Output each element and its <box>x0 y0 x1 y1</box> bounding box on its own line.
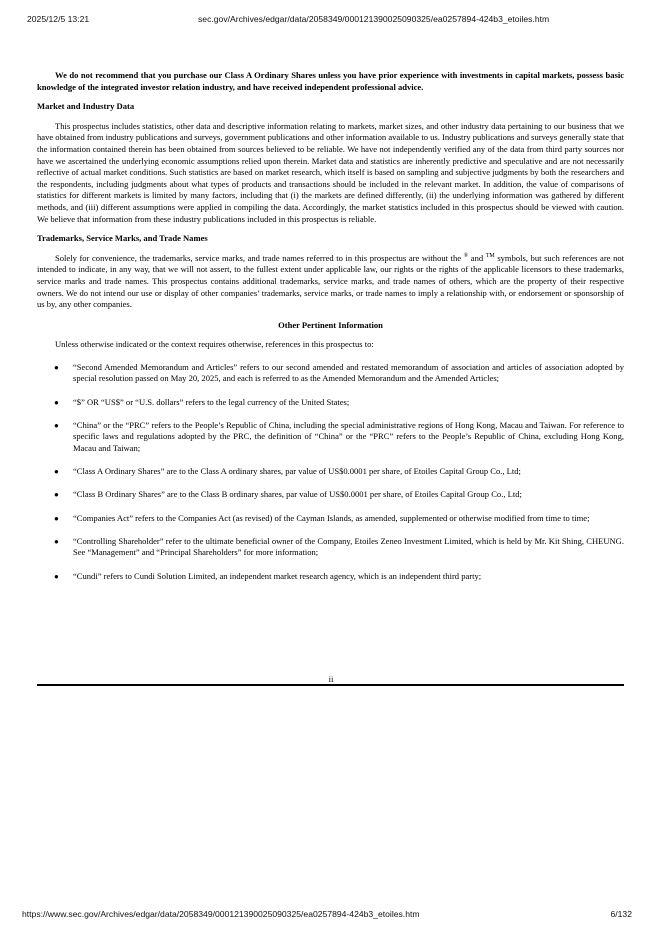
definition-item <box>37 420 624 455</box>
trademarks-text-part1: Solely for convenience, the trademarks, service marks, and trade names referred to in this prospectus are without the <box>55 252 464 263</box>
definition-text: “China” or the “PRC” refers to the People’s Republic of China, including the special administrative regions of Hong Kong, Macau and Taiwan. For reference to specific laws and regulations adopted by the PRC, the definition of “China” or the “PRC” refers to the People’s Republic of China, excluding Hong Kong, Macau and Taiwan; <box>73 419 624 454</box>
definition-item <box>37 489 624 501</box>
definition-text: “Class B Ordinary Shares” are to the Class B ordinary shares, par value of US$0.0001 per share, of Etoiles Capital Group Co., Ltd; <box>73 489 522 500</box>
definition-item <box>37 397 624 409</box>
definition-text: “Second Amended Memorandum and Articles” refers to our second amended and restated memorandum of association and articles of association adopted by special resolution passed on May 20, 2025, and each is referred to as the Amended Memorandum and the Amended Articles; <box>73 361 624 384</box>
definition-item <box>37 362 624 385</box>
definition-text: “Class A Ordinary Shares” are to the Class A ordinary shares, par value of US$0.0001 per share, of Etoiles Capital Group Co., Ltd; <box>73 466 521 477</box>
definition-item <box>37 536 624 559</box>
definitions-list <box>37 362 624 582</box>
bullet-icon: ● <box>54 467 59 477</box>
other-info-intro: Unless otherwise indicated or the context requires otherwise, references in this prospectus to: <box>55 339 374 350</box>
page-divider-rule <box>37 684 624 686</box>
definition-text: “Companies Act” refers to the Companies Act (as revised) of the Cayman Islands, as amended, supplemented or otherwise modified from time to time; <box>73 512 590 523</box>
bullet-icon: ● <box>54 490 59 500</box>
browser-print-header <box>0 14 662 28</box>
print-page-count: 6/132 <box>610 909 632 919</box>
bullet-icon: ● <box>54 420 59 430</box>
definition-item <box>37 513 624 525</box>
market-data-heading: Market and Industry Data <box>37 101 135 112</box>
bullet-icon: ● <box>54 536 59 546</box>
browser-print-footer <box>0 909 662 923</box>
bullet-icon: ● <box>54 571 59 581</box>
definition-item <box>37 571 624 583</box>
print-footer-url: https://www.sec.gov/Archives/edgar/data/2058349/000121390025090325/ea0257894-424b3_etoiles.htm <box>22 909 420 919</box>
print-header-url: sec.gov/Archives/edgar/data/2058349/000121390025090325/ea0257894-424b3_etoiles.htm <box>198 14 550 24</box>
trademarks-heading: Trademarks, Service Marks, and Trade Names <box>37 233 208 244</box>
definition-text: “$” OR “US$” or “U.S. dollars” refers to the legal currency of the United States; <box>73 396 350 407</box>
page-number: ii <box>328 674 334 684</box>
trademarks-text-part2: symbols, but such references are not intended to indicate, in any way, that we will not assert, to the fullest extent under applicable law, our rights or the rights of the applicable licensors to these trademarks, service marks and trade names. This prospectus contains additional trademarks, service marks, and trade names of others, which are the property of their respective owners. We do not intend our use or display of other companies’ trademarks, service marks, or trade names to imply a relationship with, or endorsement or sponsorship of us by, any other companies. <box>37 252 624 310</box>
bullet-icon: ● <box>54 513 59 523</box>
investment-warning: We do not recommend that you purchase our Class A Ordinary Shares unless you have prior experience with investments in capital markets, possess basic knowledge of the integrated investor relation industry, and have received independent professional advice. <box>37 70 624 92</box>
bullet-icon: ● <box>54 397 59 407</box>
definition-item <box>37 466 624 478</box>
bullet-icon: ● <box>54 362 59 372</box>
market-data-paragraph: This prospectus includes statistics, other data and descriptive information relating to markets, market sizes, and other industry data pertaining to our business that we have obtained from industry publications and surveys, government publications and other information available to us. Industry publications and surveys generally state that the information contained therein has been obtained from sources believed to be reliable. We have not independently verified any of the data from third party sources nor have we ascertained the underlying economic assumptions relied upon therein. Market data and statistics are inherently predictive and speculative and are not necessarily reflective of actual market conditions. Such statistics are based on market research, which itself is based on sampling and subjective judgments by both the researchers and the respondents, including judgments about what types of products and transactions should be included in the relevant market. In addition, the value of comparisons of statistics for different markets is limited by many factors, including that (i) the markets are defined differently, (ii) the underlying information was gathered by different methods, and (iii) different assumptions were applied in compiling the data. Accordingly, the market statistics included in this prospectus should be viewed with caution. We believe that information from these industry publications included in this prospectus is reliable. <box>37 120 624 224</box>
trademarks-text-and: and <box>468 252 486 263</box>
definition-text: “Controlling Shareholder” refer to the ultimate beneficial owner of the Company, Etoiles Zeneo Investment Limited, which is held by Mr. Kit Shing, CHEUNG. See “Management” and “Principal Shareholders” for more information; <box>73 535 624 558</box>
registered-symbol: ® <box>463 252 469 259</box>
document-page <box>37 70 624 594</box>
other-info-heading: Other Pertinent Information <box>278 319 383 330</box>
definition-text: “Cundi” refers to Cundi Solution Limited, an independent market research agency, which is an independent third party; <box>73 570 482 581</box>
print-datetime: 2025/12/5 13:21 <box>27 14 90 24</box>
trademark-symbol: TM <box>485 252 495 259</box>
trademarks-paragraph <box>37 253 624 311</box>
